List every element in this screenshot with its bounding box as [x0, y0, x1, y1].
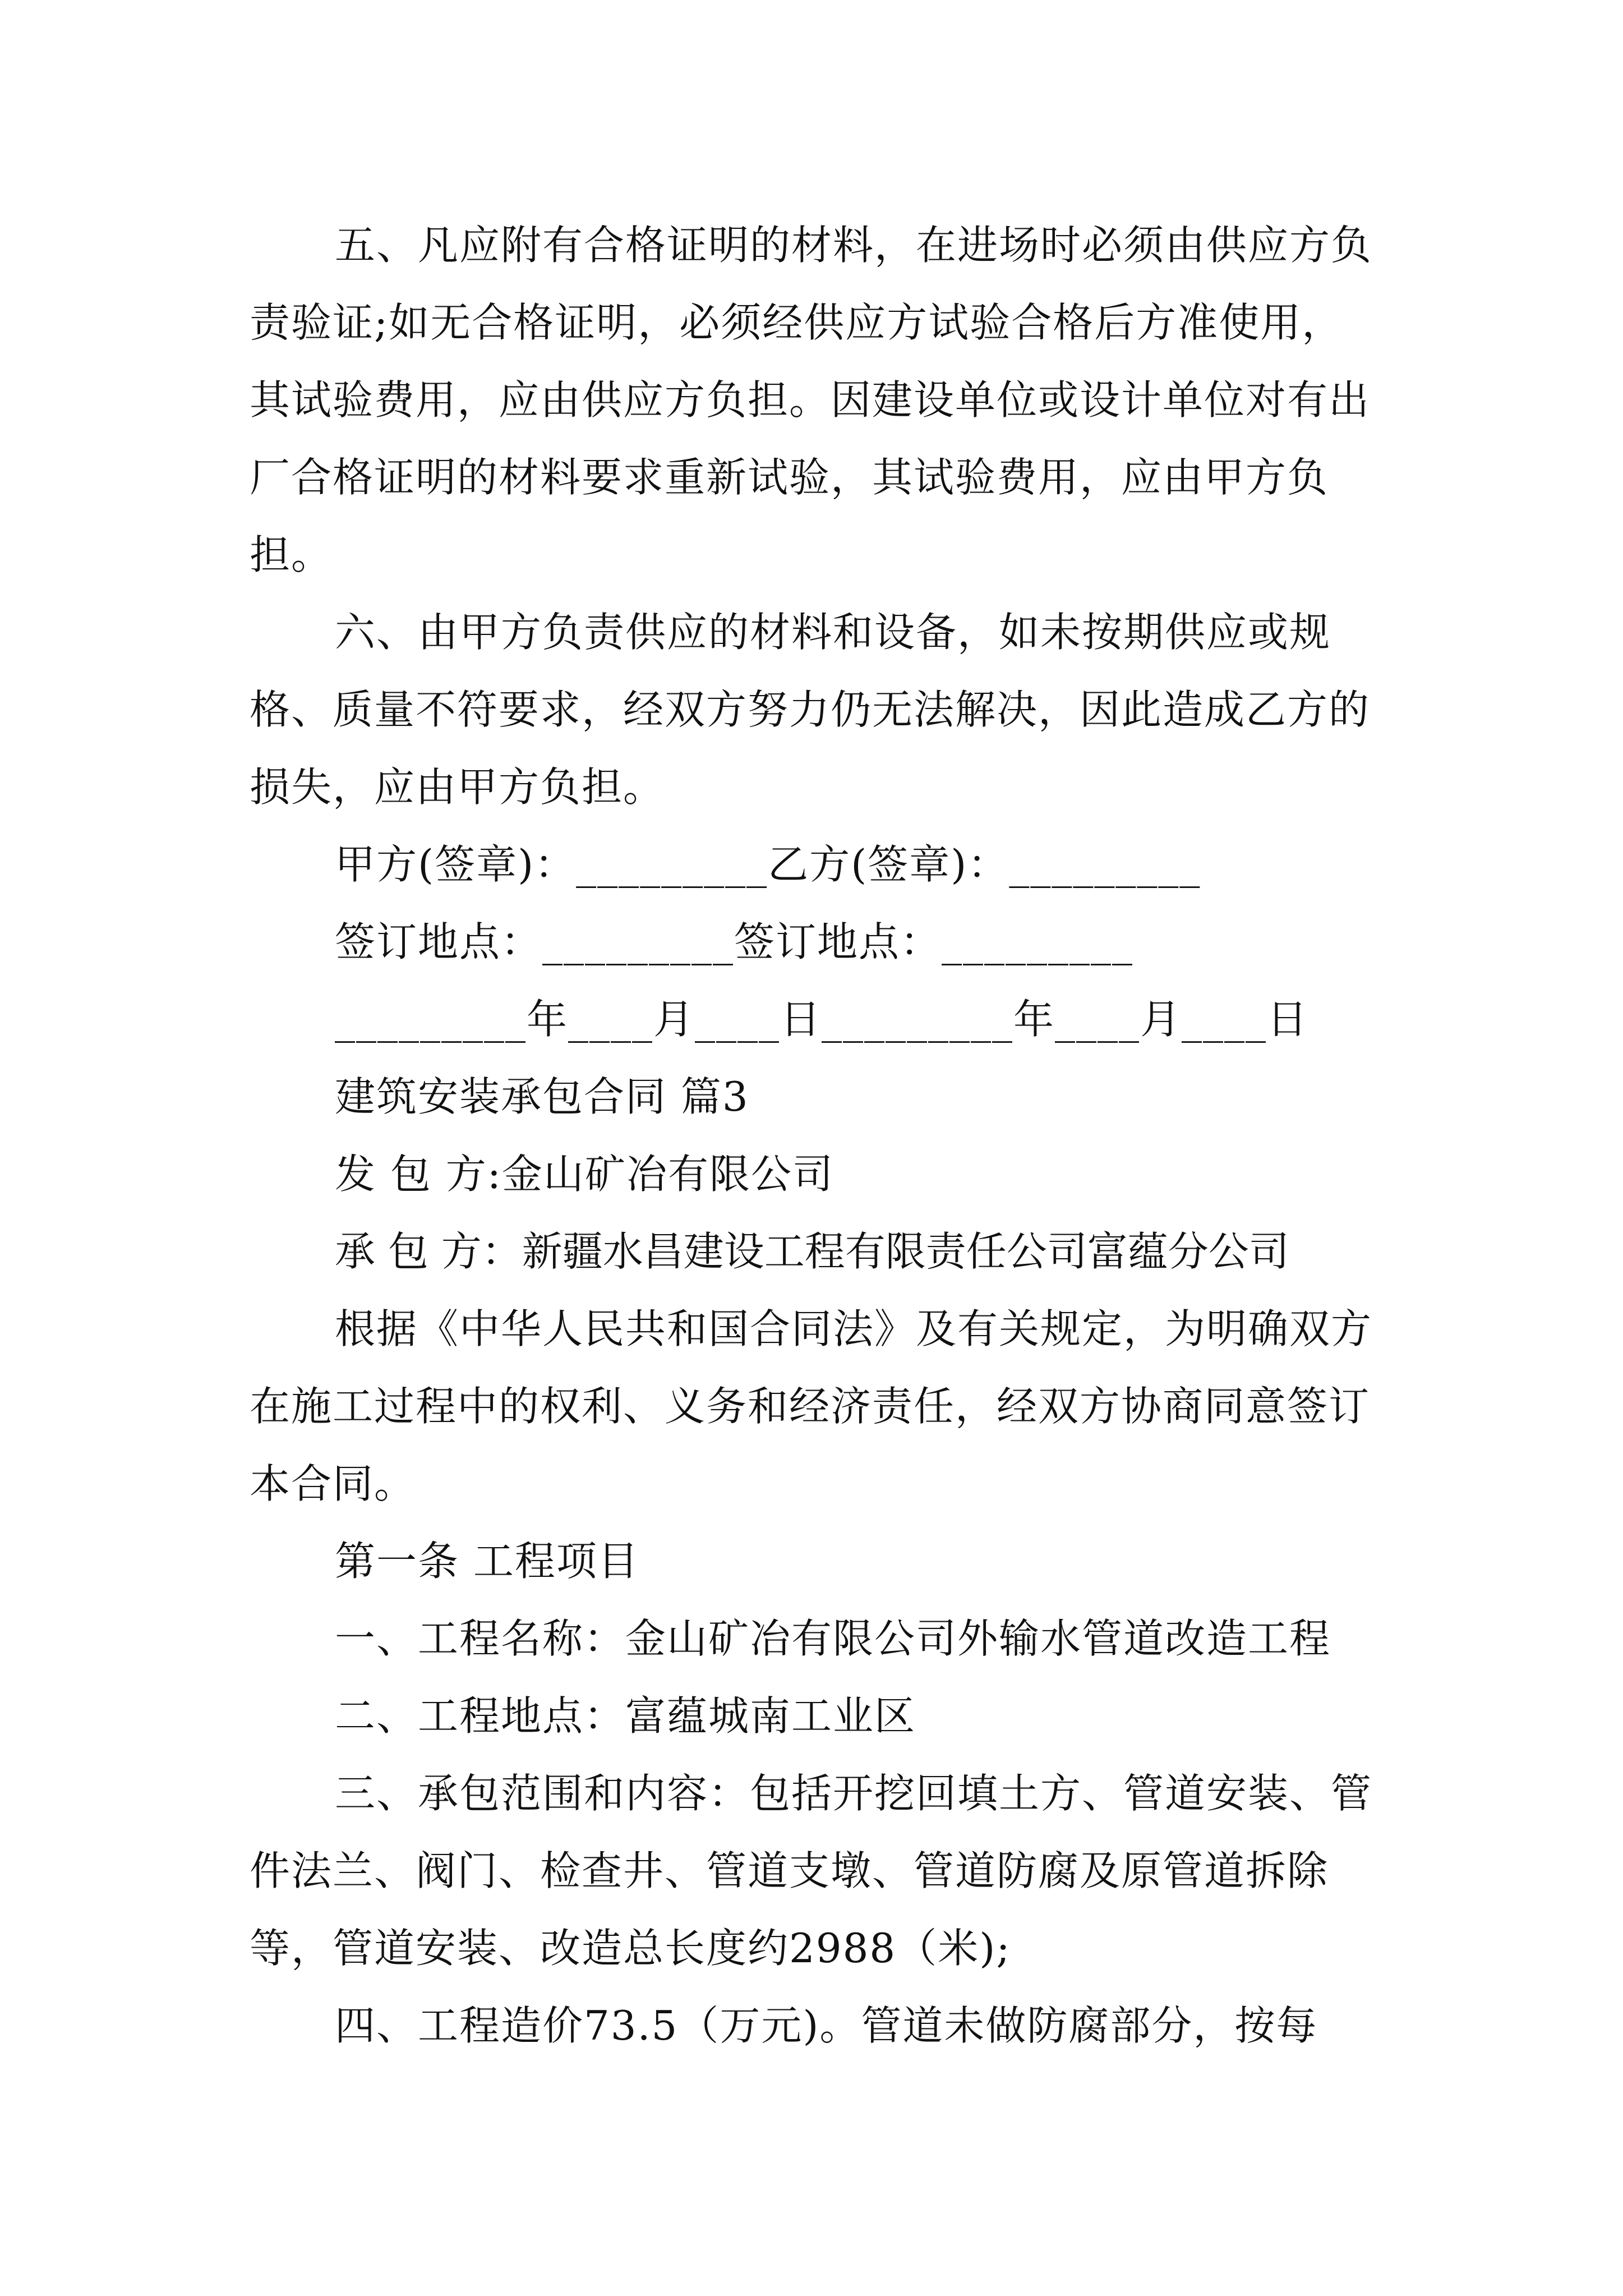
- signature-line-date: _________年____月____日_________年____月____日: [335, 996, 1308, 1043]
- item-scope-content: 三、承包范围和内容：包括开挖回填土方、管道安装、管件法兰、阀门、检查井、管道支墩、管道防腐及原管道拆除等，管道安装、改造总长度约2988（米);: [250, 1770, 1373, 1972]
- intro-paragraph: 根据《中华人民共和国合同法》及有关规定，为明确双方在施工过程中的权利、义务和经济责任，经双方协商同意签订本合同。: [250, 1305, 1373, 1507]
- contract-title: 建筑安装承包合同 篇3: [335, 1073, 749, 1120]
- signature-line-parties: 甲方(签章)：_________乙方(签章)：_________: [335, 841, 1201, 888]
- paragraph-five: 五、凡应附有合格证明的材料，在进场时必须由供应方负责验证;如无合格证明，必须经供应方试验合格后方准使用，其试验费用，应由供应方负担。因建设单位或设计单位对有出厂合格证明的材料要求重新试验，其试验费用，应由甲方负担。: [250, 222, 1373, 578]
- document-body: [250, 206, 1379, 2064]
- paragraph-six: 六、由甲方负责供应的材料和设备，如未按期供应或规格、质量不符要求，经双方努力仍无法解决，因此造成乙方的损失，应由甲方负担。: [250, 609, 1371, 811]
- item-project-name: 一、工程名称：金山矿冶有限公司外输水管道改造工程: [335, 1615, 1331, 1662]
- item-project-cost: 四、工程造价73.5（万元)。管道未做防腐部分，按每: [335, 2002, 1318, 2049]
- contractor-line: 承 包 方：新疆水昌建设工程有限责任公司富蕴分公司: [335, 1228, 1289, 1275]
- issuer-line: 发 包 方:金山矿冶有限公司: [335, 1151, 834, 1198]
- article-one-heading: 第一条 工程项目: [335, 1538, 639, 1585]
- item-project-location: 二、工程地点：富蕴城南工业区: [335, 1692, 916, 1740]
- signature-line-place: 签订地点：_________签订地点：_________: [335, 918, 1134, 965]
